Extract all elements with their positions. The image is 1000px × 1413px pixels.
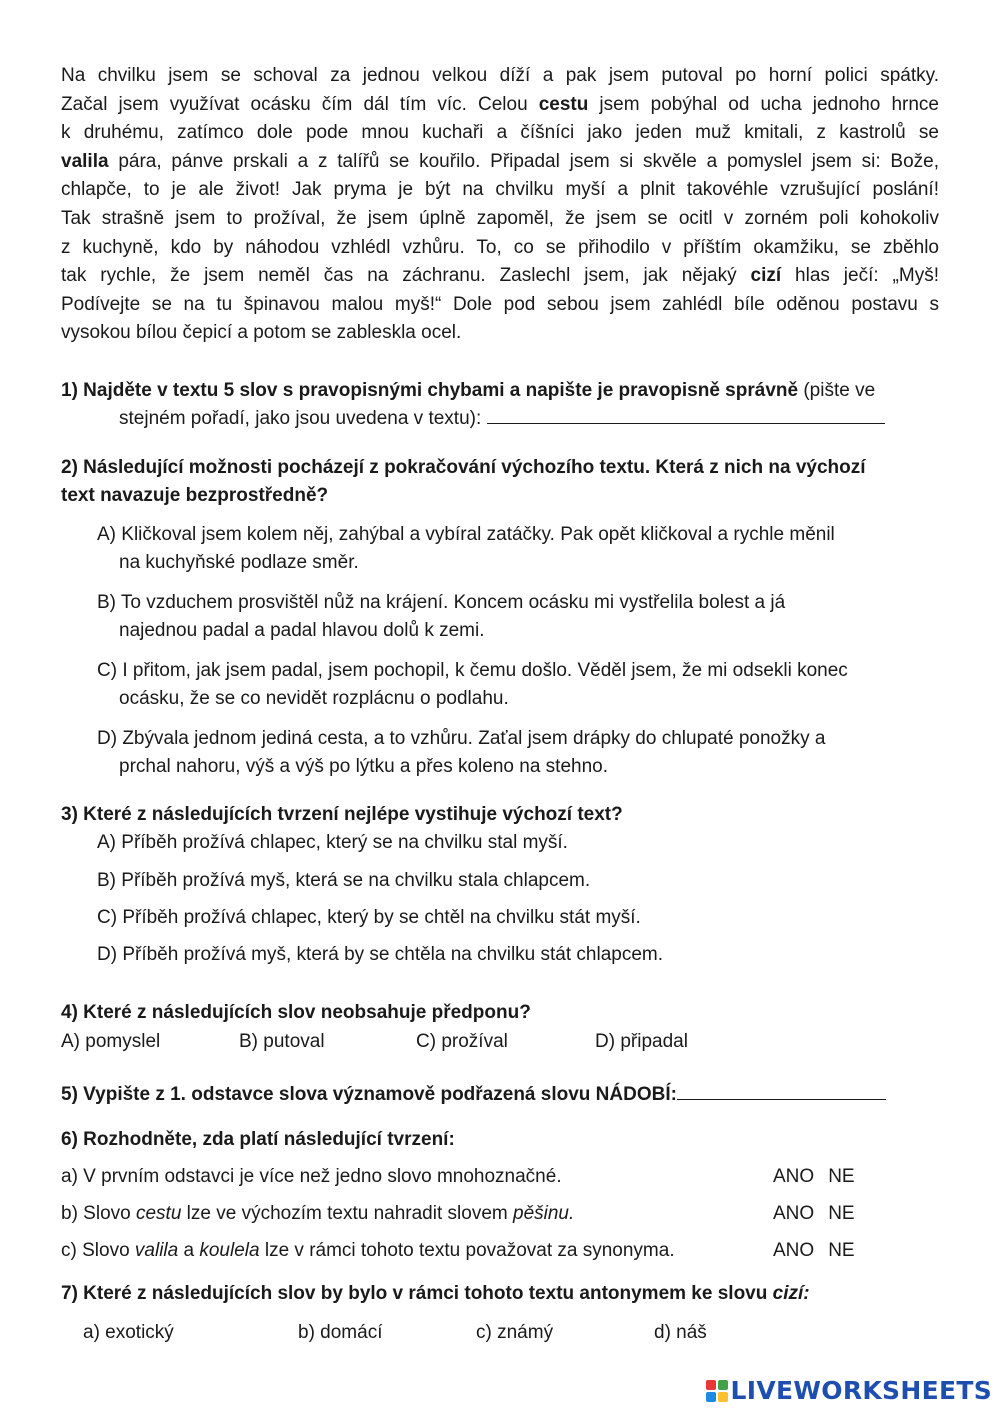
q6b-yes[interactable]: ANO — [773, 1203, 815, 1224]
q6c-p1: c) Slovo — [61, 1240, 135, 1261]
logo-square-3 — [706, 1392, 716, 1402]
question-1 — [61, 377, 941, 433]
q2-option-a[interactable] — [61, 521, 941, 577]
passage-segment: Tak strašně jsem to prožíval, že jsem úplně zapoměl, že jsem se ocitl v zorném poli kohokoliv — [61, 207, 939, 229]
passage-segment: jsem pobýhal od ucha jednoho hrnce — [588, 93, 939, 115]
passage-segment: vysokou bílou čepicí a potom se zableskla ocel. — [61, 322, 462, 344]
q6c-i1: valila — [134, 1240, 179, 1261]
q2-option-c[interactable] — [61, 657, 941, 713]
q6c-p2: a — [178, 1240, 200, 1261]
passage-segment: Na chvilku jsem se schoval za jednou velkou díží a pak jsem putoval po horní polici spátky. — [61, 65, 939, 86]
q7-title-italic: cizí: — [772, 1283, 810, 1304]
q6c-no[interactable]: NE — [828, 1240, 855, 1261]
q7-option-d[interactable]: d) náš — [654, 1322, 707, 1343]
q6c-yes[interactable]: ANO — [773, 1240, 815, 1261]
q6a-no[interactable]: NE — [828, 1166, 855, 1187]
q7-options — [61, 1319, 941, 1347]
q3-option-d[interactable]: D) Příběh prožívá myš, která by se chtěla na chvilku stát chlapcem. — [97, 944, 664, 965]
passage-segment: chlapče, to je ale život! Jak pryma je být na chvilku myší a plnit takovéhle vzrušující poslání! — [61, 179, 939, 201]
passage-line — [61, 148, 939, 177]
passage-segment: z kuchyně, kdo by náhodou vzhlédl vzhůru. To, co se přihodilo v příštím okamžiku, se zběhlo — [61, 236, 939, 258]
passage-bold-word: cizí — [750, 265, 782, 287]
q3-title: 3) Které z následujících tvrzení nejlépe vystihuje výchozí text? — [61, 804, 623, 825]
q2-option-d-line2: prchal nahoru, výš a výš po lýtku a přes koleno na stehno. — [119, 756, 608, 777]
logo-square-4 — [718, 1392, 728, 1402]
passage-segment: Začal jsem využívat ocásku čím dál tím víc. Celou — [61, 93, 539, 115]
passage-segment: hlas ječí: „Myš! — [781, 265, 939, 287]
passage-segment: k druhému, zatímco dole pode mnou kuchaři a číšníci jako jeden muž kmitali, z kastrolů se — [61, 122, 939, 144]
q5-answer-blank[interactable] — [677, 1081, 886, 1100]
passage-line — [61, 62, 939, 91]
passage-line — [61, 291, 939, 320]
q2-option-b[interactable] — [61, 589, 941, 645]
passage-line — [61, 319, 939, 348]
q6b-no[interactable]: NE — [828, 1203, 855, 1224]
passage-line — [61, 119, 939, 148]
q2-title-line2: text navazuje bezprostředně? — [61, 485, 329, 506]
q6b-p2: lze ve výchozím textu nahradit slovem — [181, 1203, 513, 1224]
q6b-text — [61, 1203, 574, 1224]
liveworksheets-logo — [706, 1376, 992, 1405]
q6b-i1: cestu — [135, 1203, 182, 1224]
q6-statement-a — [61, 1163, 941, 1200]
q4-options — [61, 1028, 941, 1056]
passage-line — [61, 205, 939, 234]
q2-option-a-line1: A) Kličkoval jsem kolem něj, zahýbal a vybíral zatáčky. Pak opět kličkoval a rychle měnil — [97, 524, 835, 545]
q2-option-c-line1: C) I přitom, jak jsem padal, jsem pochopil, k čemu došlo. Věděl jsem, že mi odsekli konec — [97, 660, 848, 681]
q2-title-line1: 2) Následující možnosti pocházejí z pokračování výchozího textu. Která z nich na výchozí — [61, 457, 866, 478]
q4-option-d[interactable]: D) připadal — [595, 1031, 688, 1052]
question-4 — [61, 999, 941, 1027]
q4-option-c[interactable]: C) prožíval — [416, 1031, 508, 1052]
q1-answer-blank[interactable] — [487, 405, 885, 424]
q2-option-d[interactable] — [61, 725, 941, 781]
question-5 — [61, 1081, 941, 1109]
logo-grid-icon — [706, 1380, 728, 1402]
passage-text — [61, 62, 939, 348]
q1-title: 1) Najděte v textu 5 slov s pravopisnými chybami a napište je pravopisně správně — [61, 380, 799, 401]
q6a-text: a) V prvním odstavci je více než jedno slovo mnohoznačné. — [61, 1166, 562, 1187]
question-3 — [61, 801, 941, 829]
reading-passage — [61, 62, 939, 348]
q2-option-b-line2: najednou padal a padal hlavou dolů k zemi. — [119, 620, 485, 641]
q6b-p1: b) Slovo — [61, 1203, 136, 1224]
q6c-i2: koulela — [199, 1240, 260, 1261]
q6c-text — [61, 1240, 675, 1261]
question-7 — [61, 1280, 941, 1308]
q6c-p3: lze v rámci tohoto textu považovat za synonyma. — [259, 1240, 675, 1261]
passage-line — [61, 176, 939, 205]
passage-segment: pára, pánve prskali a z talířů se kouřilo. Připadal jsem si skvěle a pomyslel jsem si: Bože, — [108, 150, 939, 172]
q7-option-a[interactable]: a) exotický — [83, 1322, 174, 1343]
q4-option-b[interactable]: B) putoval — [239, 1031, 325, 1052]
q6-statement-b — [61, 1200, 941, 1237]
q6-title: 6) Rozhodněte, zda platí následující tvrzení: — [61, 1129, 455, 1150]
q2-option-d-line1: D) Zbývala jednom jediná cesta, a to vzhůru. Zaťal jsem drápky do chlupaté ponožky a — [97, 728, 826, 749]
q1-line2: stejném pořadí, jako jsou uvedena v textu): — [119, 408, 487, 429]
q7-option-b[interactable]: b) domácí — [298, 1322, 383, 1343]
q6b-i2: pěšinu. — [513, 1203, 575, 1224]
q6a-yes[interactable]: ANO — [773, 1166, 815, 1187]
passage-line — [61, 234, 939, 263]
logo-square-1 — [706, 1380, 716, 1390]
q7-option-c[interactable]: c) známý — [476, 1322, 554, 1343]
q3-option-b[interactable]: B) Příběh prožívá myš, která se na chvilku stala chlapcem. — [97, 870, 591, 891]
q4-title: 4) Které z následujících slov neobsahuje předponu? — [61, 1002, 531, 1023]
q2-option-a-line2: na kuchyňské podlaze směr. — [119, 552, 359, 573]
question-6 — [61, 1126, 941, 1154]
q3-option-a[interactable]: A) Příběh prožívá chlapec, který se na chvilku stal myší. — [97, 832, 568, 853]
logo-text: LIVEWORKSHEETS — [730, 1376, 992, 1405]
passage-line — [61, 91, 939, 120]
q4-option-a[interactable]: A) pomyslel — [61, 1031, 161, 1052]
q3-option-c[interactable]: C) Příběh prožívá chlapec, který by se chtěl na chvilku stát myší. — [97, 907, 641, 928]
passage-bold-word: valila — [61, 150, 109, 172]
passage-segment: tak rychle, že jsem neměl čas na záchranu. Zaslechl jsem, jak nějaký — [61, 265, 751, 287]
q5-title: 5) Vypište z 1. odstavce slova významově podřazená slovu NÁDOBÍ: — [61, 1084, 677, 1105]
passage-bold-word: cestu — [538, 93, 589, 115]
q7-title: 7) Které z následujících slov by bylo v rámci tohoto textu antonymem ke slovu — [61, 1283, 773, 1304]
q1-title-rest: (pište ve — [798, 380, 876, 401]
q2-option-b-line1: B) To vzduchem prosvištěl nůž na krájení. Koncem ocásku mi vystřelila bolest a já — [97, 592, 786, 613]
q2-option-c-line2: ocásku, že se co nevidět rozplácnu o podlahu. — [119, 688, 509, 709]
question-2 — [61, 454, 941, 510]
logo-square-2 — [718, 1380, 728, 1390]
passage-line — [61, 262, 939, 291]
q6-statement-c — [61, 1237, 941, 1274]
passage-segment: Podívejte se na tu špinavou malou myš!“ Dole pod sebou jsem zahlédl bíle oděnou postavu s — [61, 293, 939, 315]
